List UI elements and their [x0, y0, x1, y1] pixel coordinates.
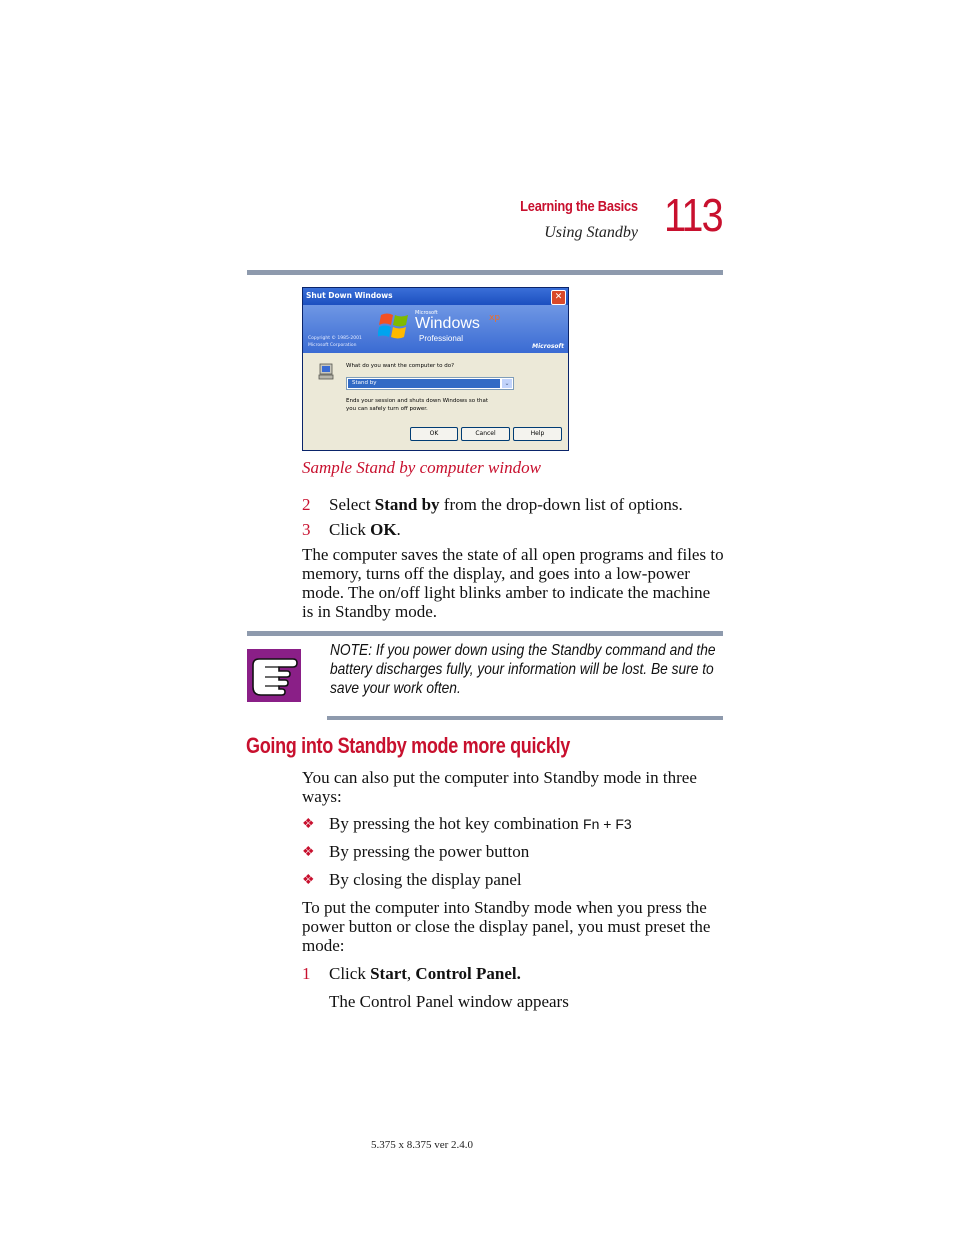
- note-line: battery discharges fully, your information will be lost. Be sure to: [330, 661, 714, 678]
- section-heading: Going into Standby mode more quickly: [246, 733, 570, 758]
- note-line: save your work often.: [330, 680, 461, 697]
- step-result: The Control Panel window appears: [329, 992, 569, 1011]
- action-select-value: Stand by: [348, 379, 500, 388]
- bullet-icon: ❖: [302, 817, 315, 832]
- figure-caption: Sample Stand by computer window: [302, 458, 541, 477]
- paragraph-line: memory, turns off the display, and goes into a low-power: [302, 564, 690, 583]
- footer-version: 5.375 x 8.375 ver 2.4.0: [371, 1139, 474, 1151]
- step-text-bold: Stand by: [374, 495, 440, 514]
- bullet-item: [329, 814, 632, 834]
- chevron-down-icon[interactable]: ⌄: [502, 379, 512, 388]
- step-number: 3: [302, 520, 311, 539]
- help-button[interactable]: Help: [513, 427, 562, 441]
- brand-microsoft-small: Microsoft: [415, 310, 438, 316]
- option-description-line-2: you can safely turn off power.: [346, 406, 428, 412]
- paragraph-line: ways:: [302, 787, 342, 806]
- copyright-line-2: Microsoft Corporation: [308, 343, 357, 348]
- bullet-text: By pressing the hot key combination: [329, 814, 584, 833]
- step-text: [329, 495, 683, 514]
- header-rule: [247, 270, 723, 275]
- paragraph-line: power button or close the display panel, you must preset the: [302, 917, 711, 936]
- computer-icon: [318, 363, 334, 381]
- step-text-bold: Control Panel.: [415, 964, 521, 983]
- brand-edition: Professional: [419, 334, 464, 343]
- bullet-icon: ❖: [302, 845, 315, 860]
- microsoft-logo: Microsoft: [532, 343, 564, 350]
- pointing-hand-icon: [247, 649, 301, 702]
- brand-windows: Windows: [415, 315, 480, 332]
- hotkey: Fn + F3: [583, 816, 632, 832]
- bullet-icon: ❖: [302, 873, 315, 888]
- close-icon[interactable]: ✕: [551, 290, 566, 305]
- windows-xp-banner: [303, 305, 568, 353]
- page-number: 113: [664, 189, 722, 241]
- ok-button[interactable]: OK: [410, 427, 458, 441]
- brand-xp: xp: [489, 313, 501, 323]
- paragraph-line: You can also put the computer into Standby mode in three: [302, 768, 697, 787]
- note-line: NOTE: If you power down using the Standby command and the: [330, 642, 716, 659]
- paragraph-line: is in Standby mode.: [302, 602, 438, 621]
- note-text: [330, 641, 717, 698]
- step-text-pre: Select: [329, 495, 375, 514]
- step-text: [329, 520, 401, 539]
- step-text-post: .: [396, 520, 401, 539]
- cancel-button[interactable]: Cancel: [461, 427, 510, 441]
- dialog-titlebar: [303, 288, 568, 305]
- copyright-line-1: Copyright © 1985-2001: [308, 336, 362, 341]
- step-text-post: from the drop-down list of options.: [439, 495, 683, 514]
- dialog-prompt: What do you want the computer to do?: [346, 363, 455, 369]
- dialog-title: Shut Down Windows: [306, 291, 393, 300]
- bullet-item: By closing the display panel: [329, 870, 522, 889]
- note-top-rule: [247, 631, 723, 636]
- running-header-section: Learning the Basics: [520, 198, 638, 215]
- paragraph-line: mode. The on/off light blinks amber to indicate the machine: [302, 583, 711, 602]
- windows-flag-icon: [378, 309, 412, 343]
- step-text-pre: Click: [329, 964, 371, 983]
- step-text-pre: Click: [329, 520, 371, 539]
- paragraph-line: The computer saves the state of all open programs and files to: [302, 545, 724, 564]
- step-number: 2: [302, 495, 311, 514]
- step-text-bold: Start: [370, 964, 407, 983]
- step-text-bold: OK: [370, 520, 397, 539]
- paragraph-line: mode:: [302, 936, 345, 955]
- shutdown-dialog-screenshot: [302, 287, 569, 451]
- note-bottom-rule: [327, 716, 723, 720]
- step-text-mid: ,: [406, 964, 416, 983]
- paragraph-line: To put the computer into Standby mode when you press the: [302, 898, 707, 917]
- option-description-line-1: Ends your session and shuts down Windows so that: [346, 398, 489, 404]
- step-text: [329, 964, 521, 983]
- running-header-subsection: Using Standby: [544, 224, 638, 241]
- step-number: 1: [302, 964, 311, 983]
- action-select[interactable]: [346, 377, 514, 390]
- bullet-item: By pressing the power button: [329, 842, 530, 861]
